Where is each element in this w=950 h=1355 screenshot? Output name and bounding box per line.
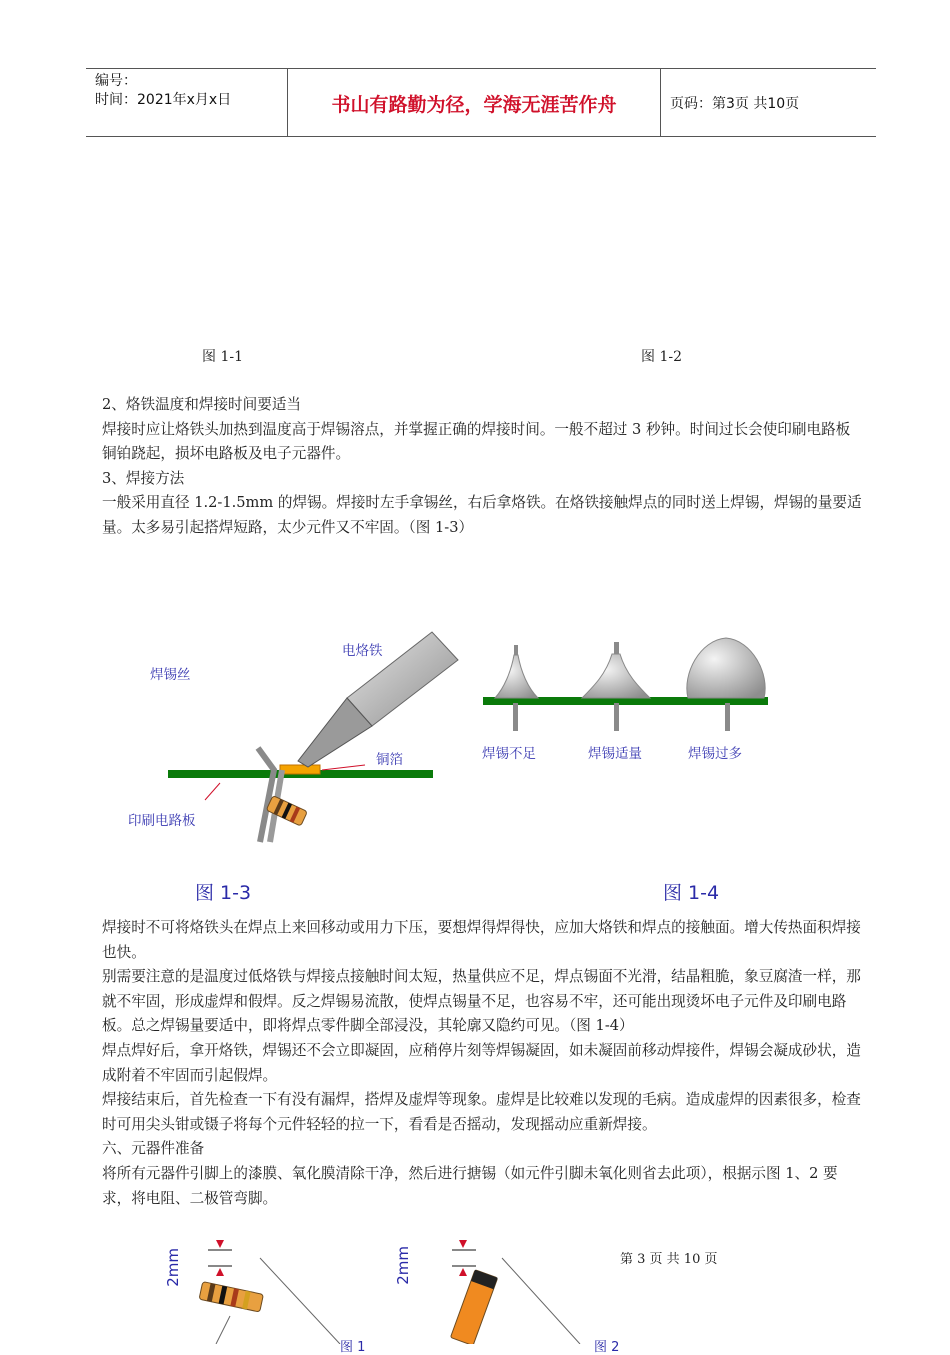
joint-insufficient <box>495 655 538 698</box>
dimension-label-right: 2mm <box>394 1246 412 1285</box>
label-solder-wire: 焊锡丝 <box>150 667 191 683</box>
lead <box>216 1316 230 1344</box>
figure-1-caption: 图 1 <box>340 1340 366 1355</box>
label-pcb: 印刷电路板 <box>128 813 196 829</box>
paragraph: 一般采用直径 1.2-1.5mm 的焊锡。焊接时左手拿锡丝，右后拿烙铁。在烙铁接触焊点的同时送上焊锡，焊锡的量要适量。太多易引起搭焊短路，太少元件又不牢固。（图 1-3） <box>102 494 862 536</box>
lead <box>502 1258 580 1344</box>
dim-arrow <box>216 1240 224 1248</box>
figure-1-1-caption: 图 1-1 <box>202 349 243 365</box>
dimension-label-left: 2mm <box>164 1248 182 1287</box>
label-excess-solder: 焊锡过多 <box>688 746 742 762</box>
time-label: 时间：2021年x月x日 <box>95 92 232 108</box>
pointer-copper-foil <box>322 765 365 770</box>
lead <box>513 703 518 731</box>
number-label: 编号： <box>95 73 137 89</box>
joint-proper <box>582 654 650 698</box>
lead <box>614 703 619 731</box>
header-bottom-rule <box>86 136 876 137</box>
footer-page-number: 第 3 页 共 10 页 <box>620 1252 718 1267</box>
paragraph: 别需要注意的是温度过低烙铁与焊接点接触时间太短，热量供应不足，焊点锡面不光滑，结晶粗脆，象豆腐渣一样，那就不牢固，形成虚焊和假焊。反之焊锡易流散，使焊点锡量不足，也容易不牢，还可能出现烫坏电子元件及印刷电路板。总之焊锡量要适中，即将焊点零件脚全部浸没，其轮廓又隐约可见。（图 1-4） <box>102 968 861 1035</box>
resistor <box>199 1282 263 1312</box>
dim-arrow <box>459 1240 467 1248</box>
label-insufficient-solder: 焊锡不足 <box>482 746 536 762</box>
lead <box>260 1258 340 1344</box>
dim-arrow <box>459 1268 467 1276</box>
solder-joint-comparison <box>478 630 778 740</box>
joint-excess <box>687 638 765 698</box>
section-heading: 2、烙铁温度和焊接时间要适当 <box>102 396 302 413</box>
header-top-rule <box>86 68 876 69</box>
section-heading: 3、焊接方法 <box>102 469 185 487</box>
text-block-1 <box>102 393 862 541</box>
paragraph: 焊接时应让烙铁头加热到温度高于焊锡溶点，并掌握正确的焊接时间。一般不超过 3 秒钟。时间过长会使印刷电路板铜铂跷起，损坏电路板及电子元器件。 <box>102 420 851 463</box>
pointer-pcb <box>205 783 220 800</box>
label-soldering-iron: 电烙铁 <box>342 643 383 659</box>
figure-1-3-caption: 图 1-3 <box>195 882 252 904</box>
header-meta <box>95 72 231 110</box>
component-bending-figure <box>150 1236 610 1344</box>
copper-foil <box>280 765 320 774</box>
diode <box>450 1270 497 1344</box>
label-copper-foil: 铜箔 <box>376 752 403 768</box>
lead <box>725 703 730 731</box>
paragraph: 焊点焊好后，拿开烙铁，焊锡还不会立即凝固，应稍停片刻等焊锡凝固，如未凝固前移动焊接件，焊锡会凝成砂状，造成附着不牢固而引起假焊。 <box>102 1041 861 1084</box>
paragraph: 焊接时不可将烙铁头在焊点上来回移动或用力下压，要想焊得焊得快，应加大烙铁和焊点的接触面。增大传热面积焊接也快。 <box>102 919 861 961</box>
header-page-number: 页码：第3页 共10页 <box>670 96 800 112</box>
paragraph: 将所有元器件引脚上的漆膜、氧化膜清除干净，然后进行搪锡（如元件引脚未氧化则省去此项），根据示图 1、2 要求，将电阻、二极管弯脚。 <box>102 1164 838 1207</box>
label-proper-solder: 焊锡适量 <box>588 746 642 762</box>
figure-2-caption: 图 2 <box>594 1340 620 1355</box>
dim-arrow <box>216 1268 224 1276</box>
figure-1-2-caption: 图 1-2 <box>641 349 682 365</box>
header-motto: 书山有路勤为径，学海无涯苦作舟 <box>331 94 617 116</box>
section-heading: 六、元器件准备 <box>102 1140 205 1158</box>
paragraph: 焊接结束后，首先检查一下有没有漏焊，搭焊及虚焊等现象。虚焊是比较难以发现的毛病。造成虚焊的因素很多，检查时可用尖头钳或镊子将每个元件轻轻的拉一下，看看是否摇动，发现摇动应重新焊接。 <box>102 1091 861 1133</box>
figure-1-4-caption: 图 1-4 <box>663 882 720 904</box>
text-block-2 <box>102 916 862 1211</box>
header-divider <box>660 69 661 136</box>
